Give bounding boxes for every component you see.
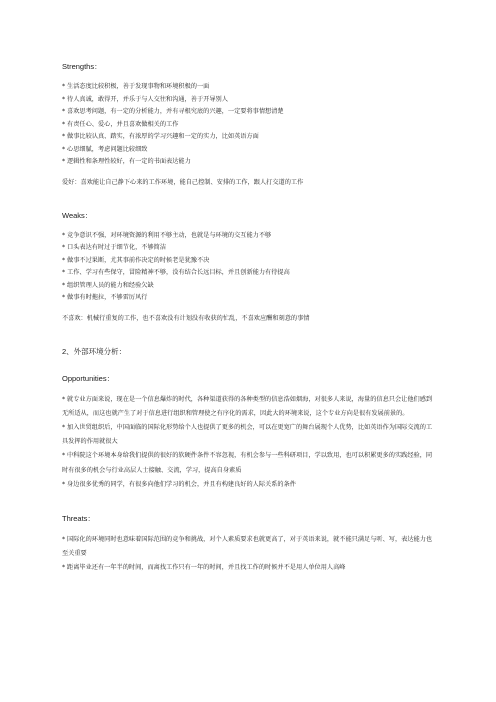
list-item: * 做事不过果断，尤其事前作决定的时候老是犹豫不决: [62, 256, 210, 264]
list-item: * 逻辑性和条理性较好，有一定的书面表达能力: [62, 158, 191, 165]
list-item: * 有责任心、爱心，并且喜欢做相关的工作: [62, 120, 179, 128]
external-section-title: 2、外部环境分析：: [62, 346, 127, 356]
strengths-note: 爱好：喜欢能让自己静下心来的工作环境，能自己控制、安排的工作，跟人打交道的工作: [62, 178, 304, 186]
list-item: * 身边很多优秀的同学，有很多向他们学习的机会，并且有构建良好的人际关系的条件: [62, 480, 296, 488]
list-item: * 国际化的环境同时也意味着国际范围的竞争和挑战，对个人素质要求也就更高了，对于英语来说，就不能只满足与听、写，表达能力也至关重要: [62, 535, 433, 558]
strengths-heading: Strengths：: [62, 62, 102, 71]
list-item: * 喜欢思考问题，有一定的分析能力，并有寻根究底的兴趣，一定要将事情想清楚: [62, 108, 284, 115]
strengths-list: [62, 81, 434, 169]
list-item: * 竞争意识不强，对环境资源的利用不够主动，也就是与环境的交互能力不够: [62, 231, 272, 239]
list-item: * 做事比较认真、踏实，有浓厚的学习兴趣和一定的实力，比如英语方面: [62, 133, 259, 140]
weaks-note: 不喜欢：机械行重复的工作，也不喜欢没有计划没有收获的忙乱，不喜欢应酬和刻意的事情: [62, 314, 310, 322]
list-item: * 中科院这个环境本身给我们提供的很好的软硬件条件不容忽视，有机会参与一些科研项目，学以致用，也可以积累更多的实践经验，同时有很多的机会与行业高层人士接触、交流，学习，提高自身素质: [62, 452, 433, 474]
list-item: * 做事有时拖拉，不够雷厉风行: [62, 294, 148, 301]
document-body: [62, 62, 434, 576]
threats-list: [62, 533, 434, 576]
threats-heading: Threats：: [62, 513, 95, 523]
opportunities-heading: Opportunities：: [62, 373, 115, 383]
weaks-list: [62, 230, 434, 305]
list-item: * 心思细腻，考虑问题比较细致: [62, 145, 148, 153]
list-item: * 生活态度比较积极，善于发现事物和环境积极的一面: [62, 83, 210, 90]
list-item: * 加入世贸组织后，中国面临的国际化形势给个人也提供了更多的机会，可以在更宽广的舞台展现个人优势，比如英语作为国际交流的工具发挥的作用就很大: [62, 423, 433, 446]
opportunities-list: [62, 393, 434, 492]
list-item: * 就专业方面来说，现在是一个信息爆炸的时代，各种渠道获得的各种类型的信息浩如烟海，对很多人来说，海量的信息只会让他们感到无所适从，而这也就产生了对于信息进行组织和管理使之有序化的需求，因此大的环境来说，这个专业方向是很有发展前景的。: [62, 395, 433, 417]
list-item: * 距离毕业还有一年半的时间，而离找工作只有一年的时间，并且找工作的时候并不是用人单位用人高峰: [62, 564, 346, 572]
list-item: * 组织管理人员的能力和经验欠缺: [62, 281, 154, 289]
list-item: * 待人真诚，敢得开，并乐于与人交往和沟通，善于开导别人: [62, 95, 228, 103]
list-item: * 口头表达有时过于细节化，不够简洁: [62, 244, 167, 251]
list-item: * 工作、学习有些保守，冒险精神不够，没有结合长远目标，并且创新能力有待提高: [62, 269, 290, 276]
weaks-heading: Weaks：: [62, 210, 93, 220]
